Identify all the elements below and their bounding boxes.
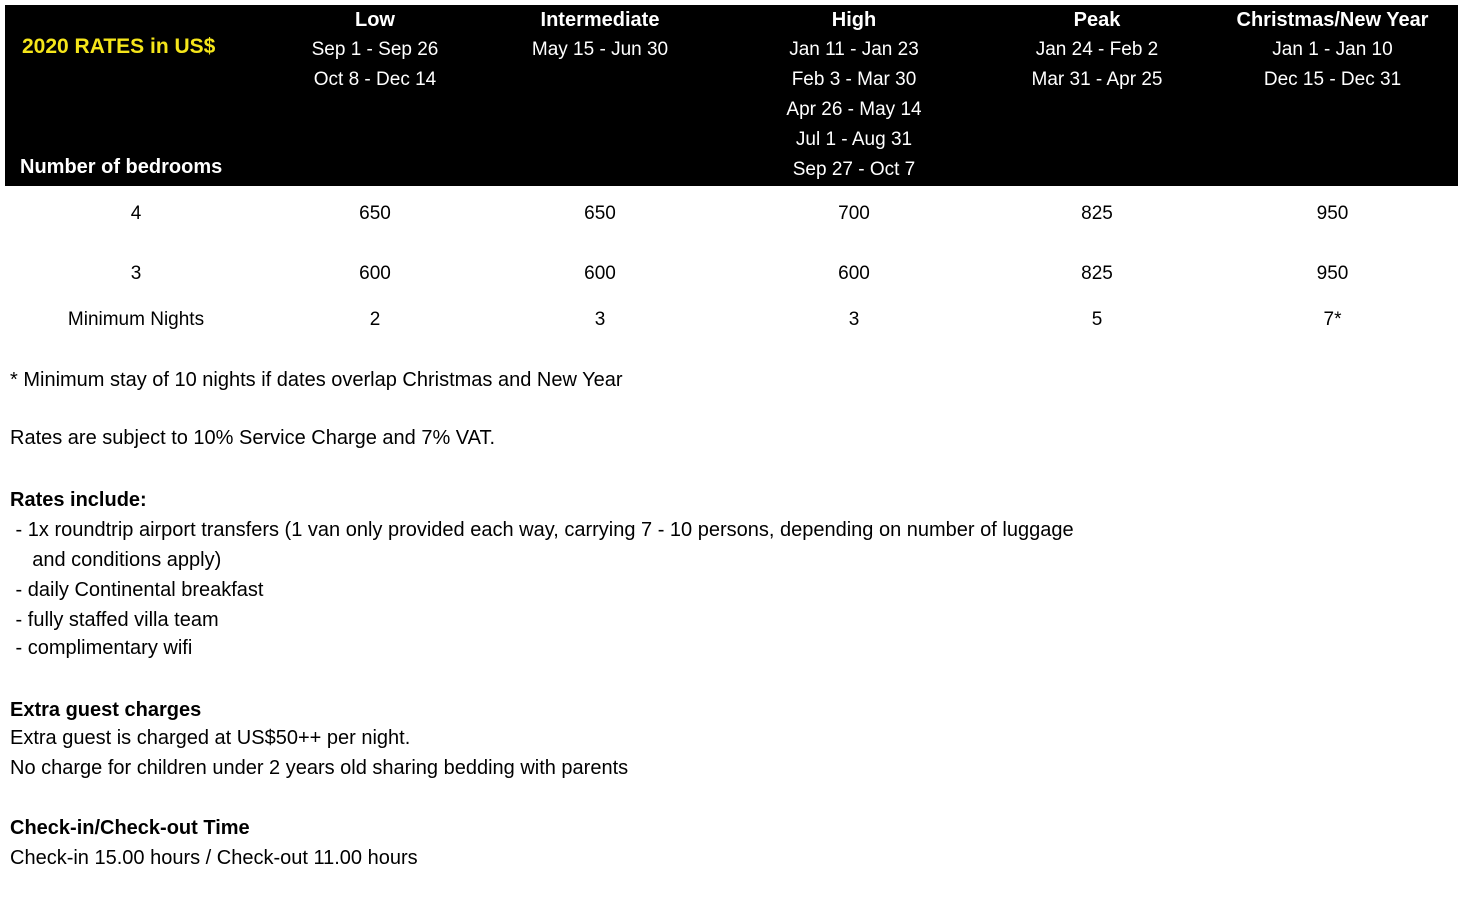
date-range: Jan 24 - Feb 2 (1035, 39, 1159, 60)
date-range: Dec 15 - Dec 31 (1263, 69, 1402, 90)
date-range: Jan 11 - Jan 23 (789, 39, 919, 60)
date-range: May 15 - Jun 30 (531, 39, 669, 60)
rate-cell: 825 (1081, 263, 1113, 284)
list-item: - daily Continental breakfast (10, 579, 264, 601)
min-nights-cell: 5 (1091, 309, 1103, 330)
rate-cell: 600 (359, 263, 391, 284)
min-nights-cell: 3 (594, 309, 606, 330)
rate-cell: 950 (1316, 263, 1349, 284)
season-name: Intermediate (540, 9, 660, 31)
rate-cell: 950 (1316, 203, 1349, 224)
season-name: Low (355, 9, 395, 31)
extra-guest-heading: Extra guest charges (10, 699, 202, 721)
minimum-nights-label: Minimum Nights (67, 309, 205, 330)
season-column-low (275, 5, 475, 95)
min-nights-cell: 7* (1323, 309, 1342, 330)
date-range: Jul 1 - Aug 31 (795, 129, 913, 150)
date-range: Mar 31 - Apr 25 (1031, 69, 1163, 90)
extra-guest-line: Extra guest is charged at US$50++ per night. (10, 727, 411, 749)
bedrooms-cell: 4 (130, 203, 142, 224)
extra-guest-line: No charge for children under 2 years old sharing bedding with parents (10, 757, 629, 779)
date-range: Apr 26 - May 14 (786, 99, 922, 120)
season-column-peak (997, 5, 1197, 95)
footnote: * Minimum stay of 10 nights if dates overlap Christmas and New Year (10, 369, 623, 391)
bedrooms-column-header: Number of bedrooms (20, 156, 223, 178)
rate-cell: 825 (1081, 203, 1113, 224)
rate-cell: 650 (359, 203, 391, 224)
rate-cell: 600 (838, 263, 870, 284)
checkin-heading: Check-in/Check-out Time (10, 817, 250, 839)
date-range: Oct 8 - Dec 14 (313, 69, 437, 90)
rate-cell: 650 (584, 203, 616, 224)
checkin-line: Check-in 15.00 hours / Check-out 11.00 hours (10, 847, 418, 869)
rate-cell: 600 (584, 263, 616, 284)
bedrooms-cell: 3 (130, 263, 142, 284)
season-column-christmas (1210, 5, 1455, 95)
service-charge-note: Rates are subject to 10% Service Charge and 7% VAT. (10, 427, 496, 449)
date-range: Feb 3 - Mar 30 (791, 69, 917, 90)
table-row (0, 199, 1464, 229)
min-nights-cell: 3 (848, 309, 860, 330)
season-column-intermediate (500, 5, 700, 65)
season-name: High (831, 9, 877, 31)
table-row (0, 259, 1464, 289)
date-range: Sep 1 - Sep 26 (311, 39, 439, 60)
season-name: Peak (1073, 9, 1121, 31)
rates-title: 2020 RATES in US$ (22, 35, 216, 58)
season-column-high (744, 5, 964, 185)
season-name: Christmas/New Year (1236, 9, 1429, 31)
min-nights-cell: 2 (369, 309, 381, 330)
table-row (0, 305, 1464, 335)
list-item: - fully staffed villa team (10, 609, 219, 631)
includes-heading: Rates include: (10, 489, 147, 511)
date-range: Jan 1 - Jan 10 (1272, 39, 1393, 60)
list-item: - complimentary wifi (10, 637, 193, 659)
list-item: and conditions apply) (10, 549, 222, 571)
list-item: - 1x roundtrip airport transfers (1 van only provided each way, carrying 7 - 10 persons, depending on number of luggage (10, 519, 1074, 541)
date-range: Sep 27 - Oct 7 (792, 159, 916, 180)
rate-cell: 700 (838, 203, 870, 224)
